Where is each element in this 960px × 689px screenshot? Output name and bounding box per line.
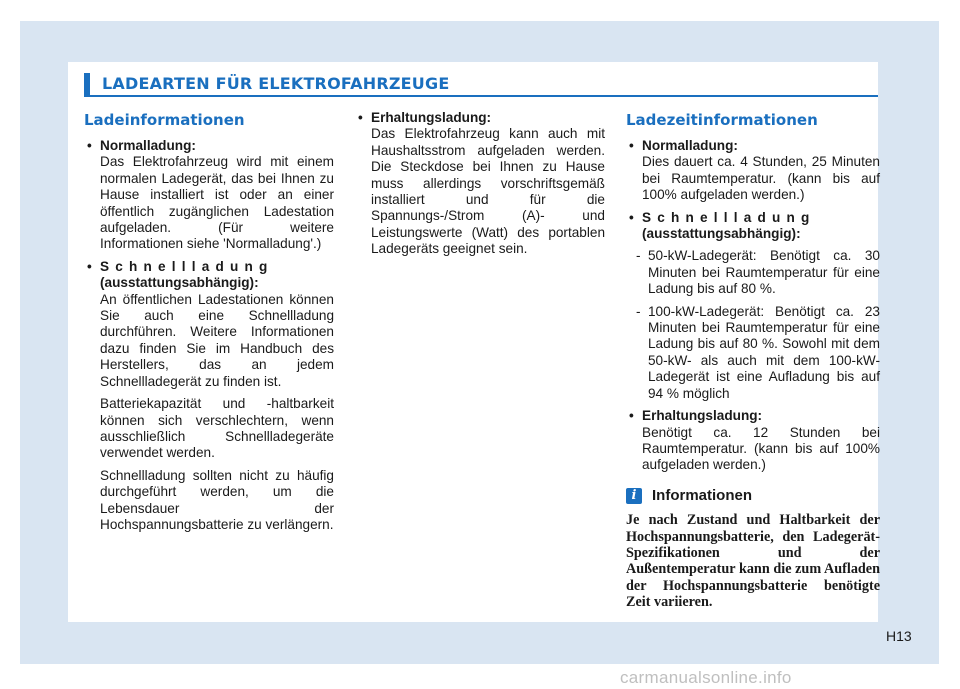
paragraph-erhaltungsladung-time: Benötigt ca. 12 Stunden bei Raumtemperatur. (kann bis auf 100% aufgeladen werden.) <box>642 424 880 473</box>
bullet-erhaltungsladung-time: • Erhaltungsladung: <box>626 408 880 424</box>
heading-ladeinformationen: Ladeinformationen <box>84 111 245 129</box>
dash-mark: - <box>636 248 641 264</box>
bullet-schnellladung-time-label: • Schnellladung <box>642 209 816 225</box>
dash-mark: - <box>636 303 641 319</box>
dash-item-50kw <box>626 248 880 297</box>
paragraph-erhaltungsladung: Das Elektrofahrzeug kann auch mit Haushaltsstrom aufgeladen werden. Die Steckdose bei Ihnen zu Hause muss allerdings vorschriftsgemäß installiert und für die Spannungs-/Strom (A)- und Leistungswerte (Watt) des portablen Ladegeräts geeignet sein. <box>371 126 605 257</box>
paragraph-schnellladung-3: Schnellladung sollten nicht zu häufig durchgeführt werden, um die Lebensdauer der Hochspannungsbatterie zu verlängern. <box>100 467 334 532</box>
info-title: Informationen <box>652 486 752 504</box>
paragraph-normalladung: Das Elektrofahrzeug wird mit einem normalen Ladegerät, das bei Ihnen zu Hause installiert ist oder an einer öffentlich zugänglichen Ladestation aufgeladen. (Für weitere Informationen siehe 'Normalladung'.) <box>100 154 334 252</box>
paragraph-normalladung-time: Dies dauert ca. 4 Stunden, 25 Minuten bei Raumtemperatur. (kann bis auf 100% aufgeladen werden.) <box>642 154 880 203</box>
section-header-title: LADEARTEN FÜR ELEKTROFAHRZEUGE <box>102 74 450 93</box>
column-3 <box>626 110 880 611</box>
bullet-normalladung-time: • Normalladung: <box>626 138 880 154</box>
info-icon: i <box>626 488 642 504</box>
bullet-normalladung: • Normalladung: <box>84 138 334 154</box>
paragraph-schnellladung-2: Batteriekapazität und -haltbarkeit können sich verschlechtern, wenn ausschließlich Schnellladegeräte verwendet werden. <box>100 396 334 461</box>
info-text: Je nach Zustand und Haltbarkeit der Hochspannungsbatterie, den Ladegerät-Spezifikationen und der Außentemperatur kann die zum Aufladen der Hochspannungsbatterie benötigte Zeit variieren. <box>626 512 880 611</box>
bullet-schnellladung-label: • Schnellladung <box>100 258 274 274</box>
bullet-schnellladung <box>84 259 334 292</box>
column-2 <box>355 110 605 258</box>
column-1 <box>84 110 334 533</box>
bullet-schnellladung-time-note: (ausstattungsabhängig): <box>642 226 801 242</box>
watermark: carmanualsonline.info <box>620 668 792 687</box>
bullet-schnellladung-note: (ausstattungsabhängig): <box>100 275 259 291</box>
dash-item-100kw-text: 100-kW-Ladegerät: Benötigt ca. 23 Minuten bei Raumtemperatur für eine Ladung bis auf 80 %. Sowohl mit dem 50-kW- als auch mit dem 100-kW-Ladegerät ist eine Aufladung bis auf 94 % möglich <box>648 303 880 401</box>
dash-item-100kw <box>626 304 880 402</box>
info-box-header <box>626 488 880 504</box>
paragraph-schnellladung-1: An öffentlichen Ladestationen können Sie auch eine Schnellladung durchführen. Weitere Informationen dazu finden Sie im Handbuch des Herstellers, das an jedem Schnellladegerät zu finden ist. <box>100 291 334 389</box>
header-rule <box>84 95 878 97</box>
header-accent-bar <box>84 73 90 95</box>
dash-item-50kw-text: 50-kW-Ladegerät: Benötigt ca. 30 Minuten bei Raumtemperatur für eine Ladung bis auf 80 %. <box>648 248 880 297</box>
bullet-erhaltungsladung: • Erhaltungsladung: <box>355 110 605 126</box>
page-number: H13 <box>886 628 912 644</box>
heading-ladezeitinformationen: Ladezeitinformationen <box>626 111 818 129</box>
bullet-schnellladung-time <box>626 210 880 243</box>
